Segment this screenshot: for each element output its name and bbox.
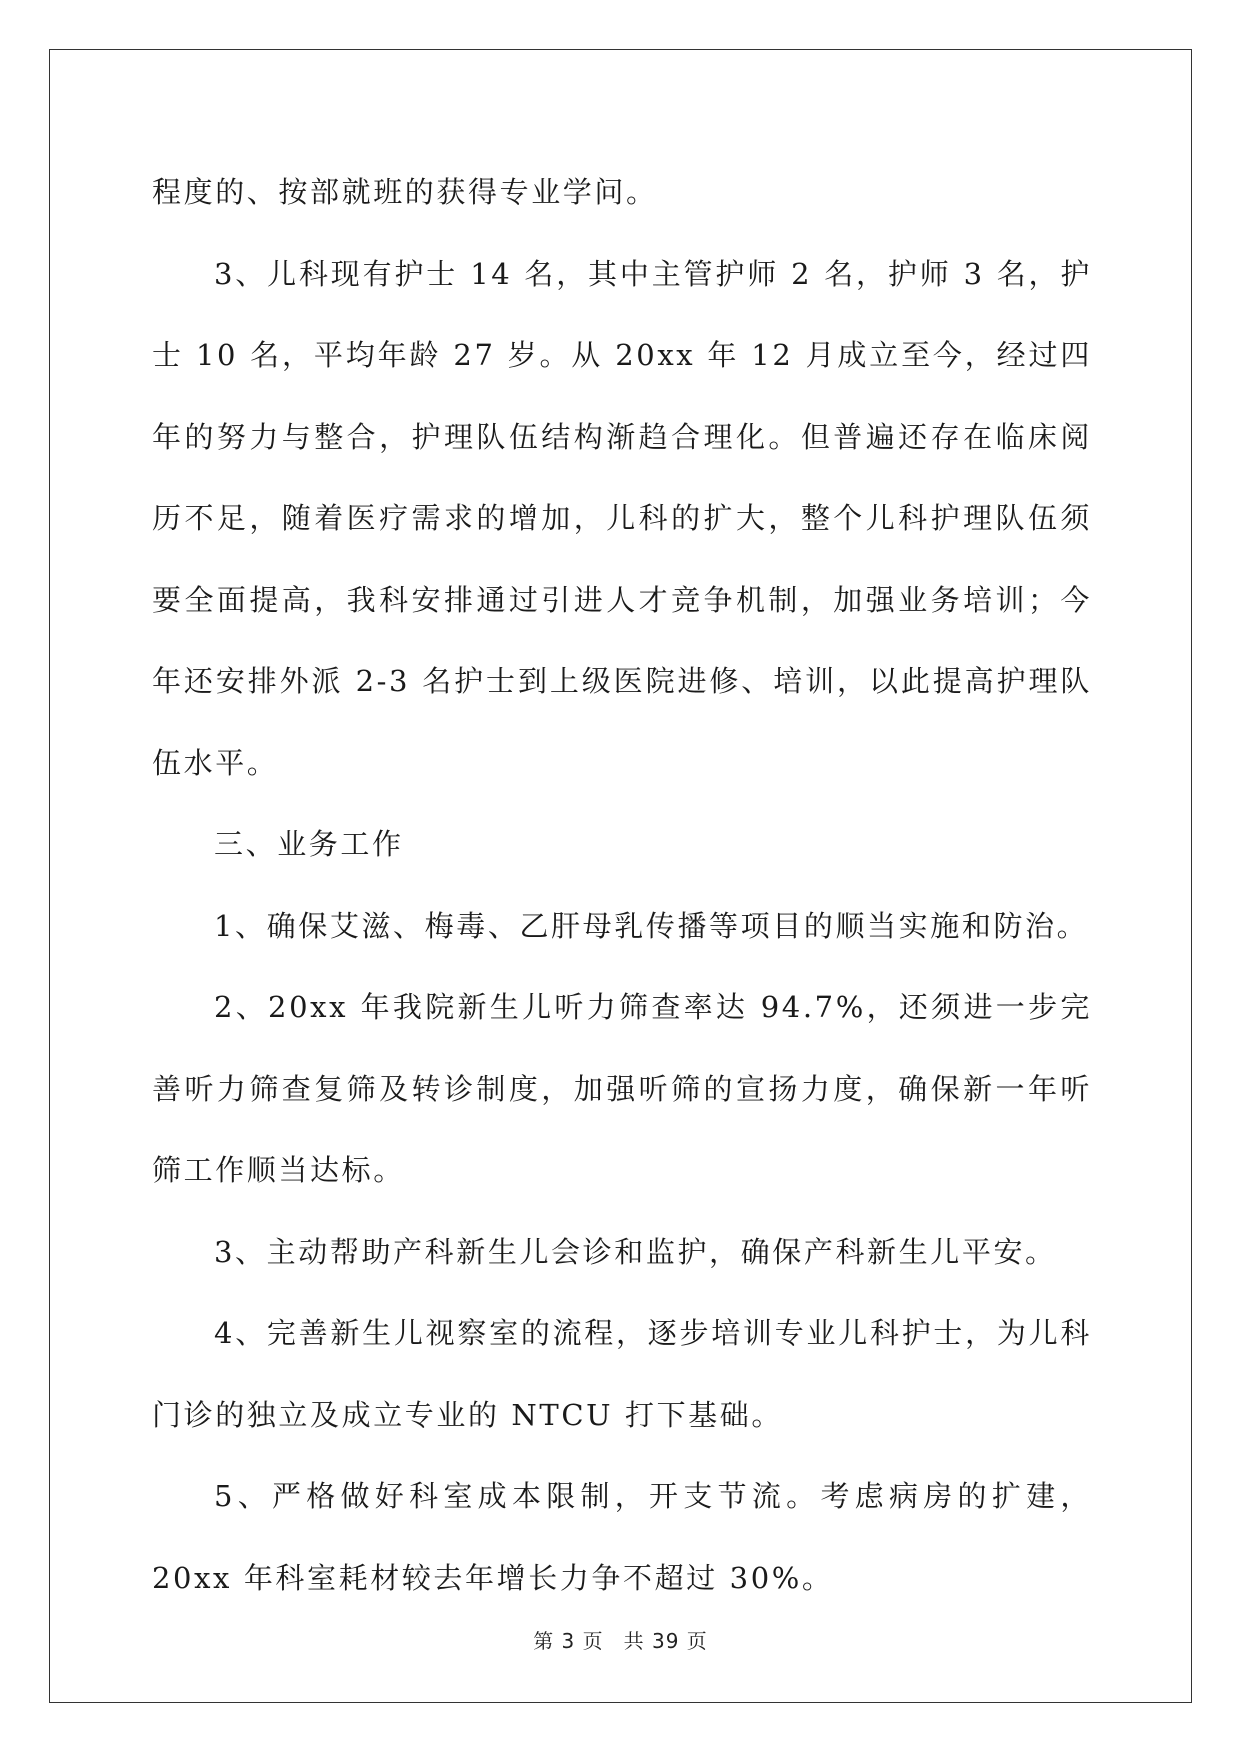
page-footer: [0, 1625, 1241, 1654]
page-number: 第 3 页: [533, 1629, 604, 1653]
paragraph-6: 4、完善新生儿视察室的流程，逐步培训专业儿科护士，为儿科门诊的独立及成立专业的 NTCU 打下基础。: [152, 1316, 1092, 1432]
page-total: 共 39 页: [623, 1629, 708, 1653]
paragraph-1: 程度的、按部就班的获得专业学问。: [152, 175, 658, 209]
paragraph-4: 2、20xx 年我院新生儿听力筛查率达 94.7%，还须进一步完善听力筛查复筛及转诊制度，加强听筛的宣扬力度，确保新一年听筛工作顺当达标。: [152, 990, 1092, 1187]
paragraph-3: 1、确保艾滋、梅毒、乙肝母乳传播等项目的顺当实施和防治。: [214, 908, 1089, 943]
section-heading: 三、业务工作: [214, 827, 404, 861]
paragraph-7: 5、严格做好科室成本限制，开支节流。考虑病房的扩建，20xx 年科室耗材较去年增长力争不超过 30%。: [152, 1479, 1092, 1595]
document-body: [152, 152, 1092, 1619]
paragraph-2: 3、儿科现有护士 14 名，其中主管护师 2 名，护师 3 名，护士 10 名，平均年龄 27 岁。从 20xx 年 12 月成立至今，经过四年的努力与整合，护理队伍结构渐趋合理化。但普遍还存在临床阅历不足，随着医疗需求的增加，儿科的扩大，整个儿科护理队伍须要全面提高，我科安排通过引进人才竞争机制，加强业务培训；今年还安排外派 2-3 名护士到上级医院进修、培训，以此提高护理队伍水平。: [152, 256, 1092, 780]
paragraph-5: 3、主动帮助产科新生儿会诊和监护，确保产科新生儿平安。: [214, 1234, 1057, 1269]
